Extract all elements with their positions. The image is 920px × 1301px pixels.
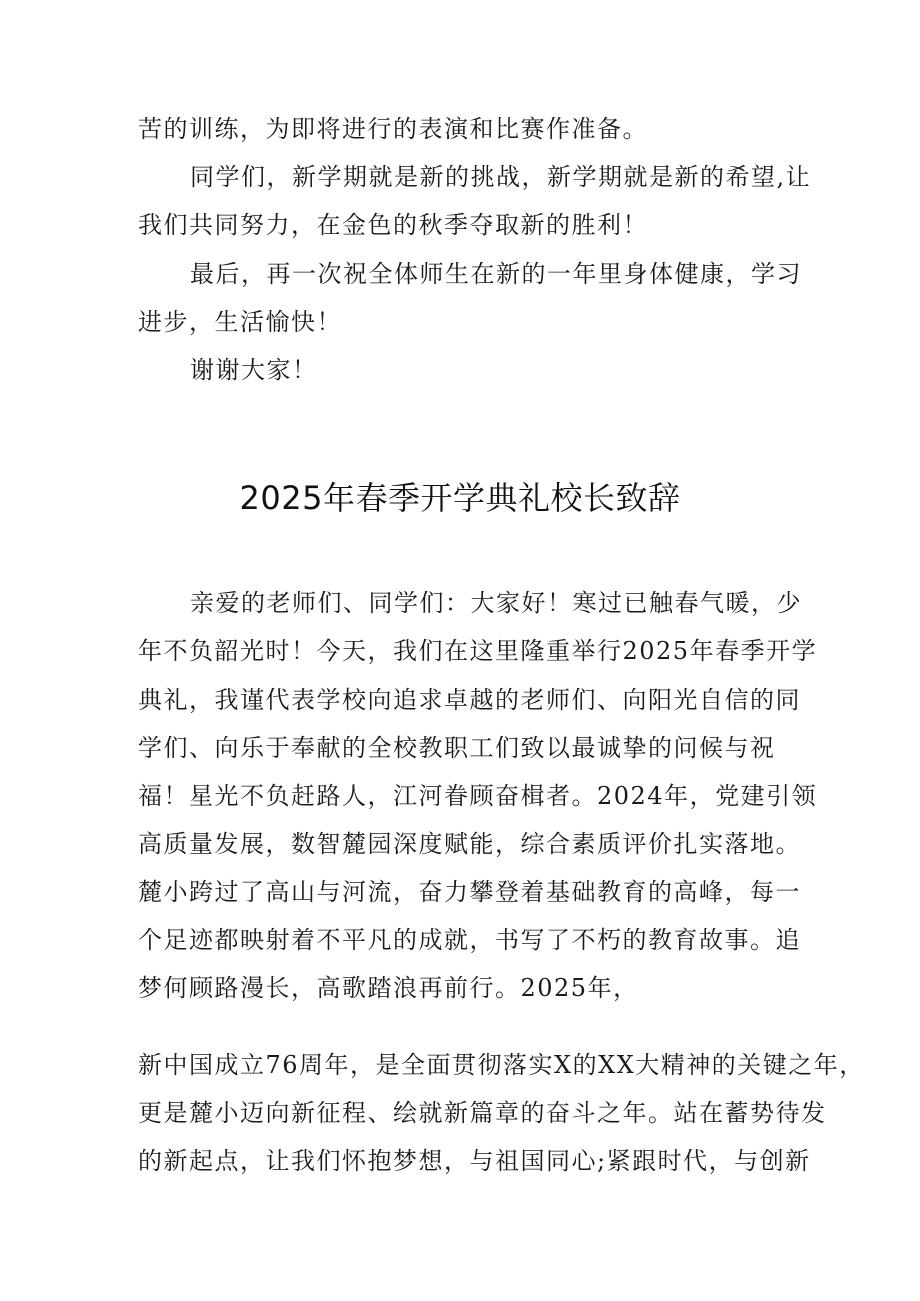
text-line: 的新起点，让我们怀抱梦想，与祖国同心;紧跟时代，与创新 [138, 1147, 811, 1175]
document-title: 2025年春季开学典礼校长致辞 [239, 479, 681, 517]
text-line: 高质量发展，数智麓园深度赋能，综合素质评价扎实落地。 [138, 830, 801, 858]
text-line: 进步，生活愉快！ [138, 308, 342, 336]
text-line: 谢谢大家！ [190, 356, 318, 384]
text-line: 苦的训练，为即将进行的表演和比赛作准备。 [138, 115, 648, 143]
text-line: 同学们，新学期就是新的挑战，新学期就是新的希望,让 [190, 163, 812, 191]
text-line: 新中国成立76周年，是全面贯彻落实X的XX大精神的关键之年， [138, 1051, 865, 1079]
text-line: 个足迹都映射着不平凡的成就，书写了不朽的教育故事。追 [138, 926, 801, 954]
text-line: 麓小跨过了高山与河流，奋力攀登着基础教育的高峰，每一 [138, 878, 801, 906]
text-line: 福！星光不负赶路人，江河眷顾奋楫者。2024年，党建引领 [138, 782, 818, 810]
text-line: 更是麓小迈向新征程、绘就新篇章的奋斗之年。站在蓄势待发 [138, 1099, 827, 1127]
text-line: 学们、向乐于奉献的全校教职工们致以最诚挚的问候与祝 [138, 734, 776, 762]
text-line: 最后，再一次祝全体师生在新的一年里身体健康，学习 [190, 260, 802, 288]
text-line: 典礼，我谨代表学校向追求卓越的老师们、向阳光自信的同 [138, 686, 801, 714]
text-line: 我们共同努力，在金色的秋季夺取新的胜利！ [138, 211, 648, 239]
text-line: 梦何顾路漫长，高歌踏浪再前行。2025年， [138, 974, 639, 1002]
text-line: 年不负韶光时！今天，我们在这里隆重举行2025年春季开学 [138, 637, 818, 665]
text-line: 亲爱的老师们、同学们：大家好！寒过已触春气暖，少 [190, 589, 802, 617]
